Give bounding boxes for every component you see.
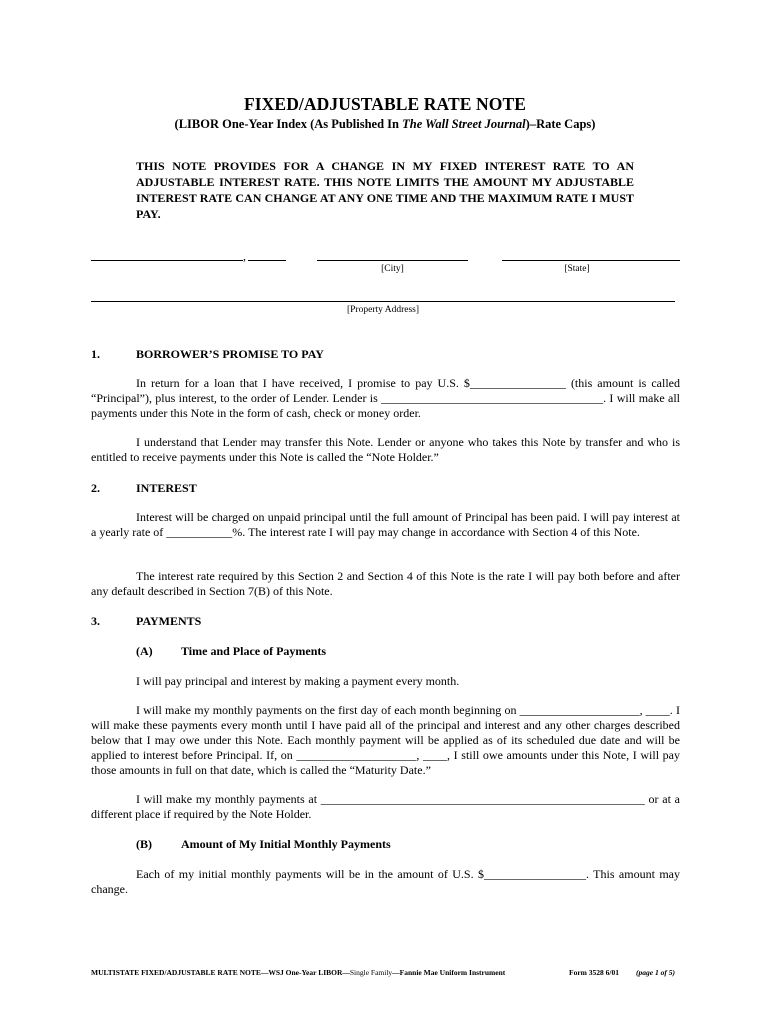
subsection-a-title: Time and Place of Payments — [181, 644, 327, 658]
section-2-title: INTEREST — [136, 481, 197, 495]
subsection-a-paragraph-1: I will pay principal and interest by making a payment every month. — [136, 674, 460, 688]
footer-page-number: (page 1 of 5) — [636, 968, 675, 977]
document-title: FIXED/ADJUSTABLE RATE NOTE — [243, 94, 526, 114]
subsection-b-paragraph-1: Each of my initial monthly payments will be in the amount of U.S. $_________________. This amount may change. — [91, 867, 680, 896]
subsection-a-paragraph-3: I will make my monthly payments at ______________________________________________________ or at a different place if required by the Note Holder. — [91, 792, 680, 821]
state-caption: [State] — [564, 264, 590, 274]
subtitle-text-pre: (LIBOR One-Year Index (As Published In — [174, 117, 403, 131]
property-address-blank[interactable] — [91, 301, 675, 302]
section-1-number: 1. — [91, 347, 100, 361]
footer-instrument: —Fannie Mae Uniform Instrument — [392, 968, 506, 977]
section-1-title: BORROWER’S PROMISE TO PAY — [136, 347, 324, 361]
section-2-paragraph-2: The interest rate required by this Section 2 and Section 4 of this Note is the rate I will pay both before and after any default described in Section 7(B) of this Note. — [91, 569, 680, 598]
footer-form-title: MULTISTATE FIXED/ADJUSTABLE RATE NOTE—WSJ One-Year LIBOR— — [91, 968, 350, 977]
year-blank[interactable] — [248, 260, 286, 261]
subsection-a-letter: (A) — [136, 644, 153, 658]
property-address-caption: [Property Address] — [346, 305, 420, 315]
section-3-title: PAYMENTS — [136, 614, 202, 628]
section-1-paragraph-1: In return for a loan that I have received, I promise to pay U.S. $________________ (this amount is called “Principal”), plus interest, to the order of Lender. Lender is _____________________________________. I will make all payments under this Note in the form of cash, check or money order. — [91, 376, 680, 420]
section-2-paragraph-1: Interest will be charged on unpaid principal until the full amount of Principal has been paid. I will pay interest at a yearly rate of ___________%. The interest rate I will pay may change in accordance with Section 4 of this Note. — [91, 510, 680, 539]
date-separator: , — [243, 249, 246, 263]
date-blank[interactable] — [91, 260, 243, 261]
footer-single-family: Single Family — [349, 968, 393, 977]
subtitle-text-post: )–Rate Caps) — [525, 117, 596, 131]
footer-form-number: Form 3528 6/01 — [569, 968, 619, 977]
document-subtitle — [0, 117, 770, 132]
rate-change-notice: THIS NOTE PROVIDES FOR A CHANGE IN MY FIXED INTEREST RATE TO AN ADJUSTABLE INTEREST RATE. THIS NOTE LIMITS THE AMOUNT MY ADJUSTABLE INTEREST RATE CAN CHANGE AT ANY ONE TIME AND THE MAXIMUM RATE I MUST PAY. — [136, 159, 634, 221]
subsection-a-paragraph-2: I will make my monthly payments on the first day of each month beginning on ____________________, ____. I will make these payments every month until I have paid all of the principal and interest and any other charges described below that I may owe under this Note. Each monthly payment will be applied as of its scheduled due date and will be applied to interest before Principal. If, on ____________________, ____, I still owe amounts under this Note, I will pay those amounts in full on that date, which is called the “Maturity Date.” — [91, 703, 680, 777]
section-3-number: 3. — [91, 614, 100, 628]
subsection-b-letter: (B) — [136, 837, 152, 851]
subsection-b-title: Amount of My Initial Monthly Payments — [181, 837, 391, 851]
state-blank[interactable] — [502, 260, 680, 261]
city-blank[interactable] — [317, 260, 468, 261]
page-footer — [91, 968, 680, 977]
subtitle-publication: The Wall Street Journal — [402, 117, 526, 131]
section-1-paragraph-2: I understand that Lender may transfer this Note. Lender or anyone who takes this Note by transfer and who is entitled to receive payments under this Note is called the “Note Holder.” — [91, 435, 680, 464]
section-2-number: 2. — [91, 481, 100, 495]
city-caption: [City] — [381, 264, 404, 274]
